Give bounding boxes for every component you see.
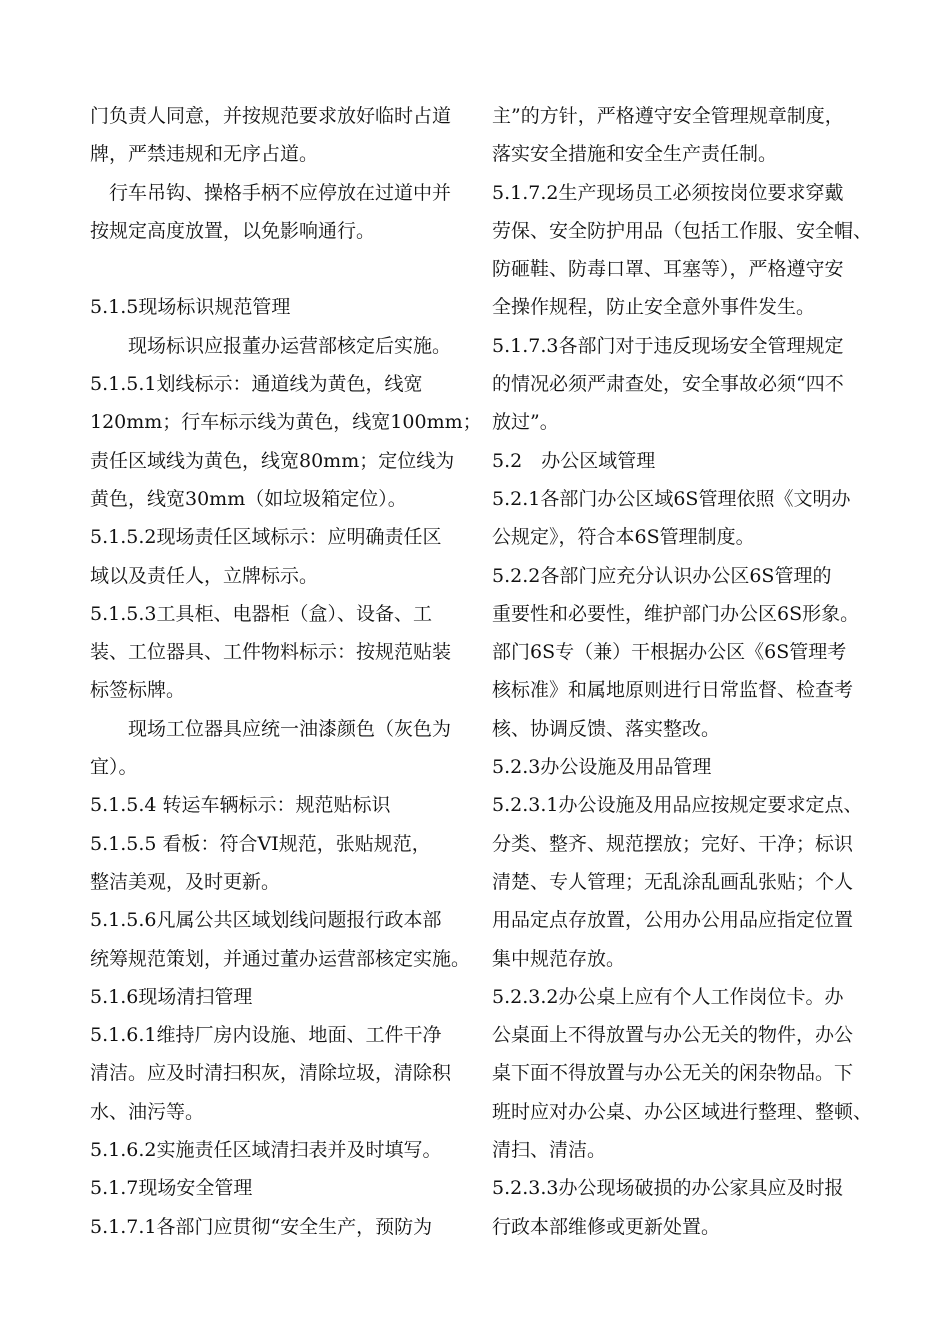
text-line: 装、工位器具、工件物料标示：按规范贴装 [90,641,452,664]
text-line: 5.1.6.1维持厂房内设施、地面、工件干净 [90,1024,442,1047]
text-line: 重要性和必要性，维护部门办公区6S形象。 [492,602,860,625]
section-heading: 5.1.5现场标识规范管理 [90,296,291,319]
right-column [492,97,877,1246]
section-heading: 5.1.7现场安全管理 [90,1177,253,1200]
blank-line [90,250,468,288]
text-line: 5.1.5.4 转运车辆标示：规范贴标识 [90,794,391,817]
text-line: 集中规范存放。 [492,947,626,970]
text-line: 行政本部维修或更新处置。 [492,1215,721,1238]
text-line: 5.2.3.1办公设施及用品应按规定要求定点、 [492,794,863,817]
text-line: 部门6S专（兼）干根据办公区《6S管理考 [492,641,847,664]
text-line: 桌下面不得放置与办公无关的闲杂物品。下 [492,1062,854,1085]
text-line: 清洁。应及时清扫积灰，清除垃圾，清除积 [90,1062,452,1085]
text-line: 清楚、专人管理；无乱涂乱画乱张贴；个人 [492,870,854,893]
text-line: 5.1.5.5 看板：符合VI规范，张贴规范， [90,832,431,855]
text-line: 的情况必须严肃查处，安全事故必须“四不 [492,373,844,396]
section-heading: 5.1.6现场清扫管理 [90,985,253,1008]
text-line: 牌，严禁违规和无序占道。 [90,143,319,166]
text-line: 全操作规程，防止安全意外事件发生。 [492,296,816,319]
text-line: 行车吊钩、操格手柄不应停放在过道中并 [90,181,452,204]
text-line: 5.2.3.2办公桌上应有个人工作岗位卡。办 [492,985,844,1008]
text-line: 用品定点存放置，公用办公用品应指定位置 [492,909,854,932]
left-column [90,97,482,1246]
text-line: 120mm；行车标示线为黄色，线宽100mm； [90,411,482,434]
text-line: 5.2.1各部门办公区域6S管理依照《文明办 [492,487,851,510]
text-line: 5.1.5.1划线标示：通道线为黄色，线宽 [90,373,423,396]
text-line: 防砸鞋、防毒口罩、耳塞等），严格遵守安 [492,258,844,281]
text-line: 标签标牌。 [90,679,186,702]
text-line: 5.1.5.2现场责任区域标示：应明确责任区 [90,526,442,549]
text-line: 宜）。 [90,756,138,779]
text-line: 核标准》和属地原则进行日常监督、检查考 [492,679,854,702]
text-line: 按规定高度放置，以免影响通行。 [90,219,376,242]
text-line: 5.1.7.2生产现场员工必须按岗位要求穿戴 [492,181,844,204]
text-line: 落实安全措施和安全生产责任制。 [492,143,778,166]
text-line: 域以及责任人，立牌标示。 [90,564,319,587]
text-line: 5.1.6.2实施责任区域清扫表并及时填写。 [90,1139,442,1162]
text-line: 5.1.7.1各部门应贯彻“安全生产，预防为 [90,1215,433,1238]
section-heading: 5.2.3办公设施及用品管理 [492,756,712,779]
section-heading: 5.2 办公区域管理 [492,449,656,472]
text-line: 公规定》，符合本6S管理制度。 [492,526,755,549]
text-line: 水、油污等。 [90,1100,205,1123]
text-line: 整洁美观，及时更新。 [90,870,281,893]
text-line: 5.1.7.3各部门对于违反现场安全管理规定 [492,334,844,357]
text-line: 门负责人同意，并按规范要求放好临时占道 [90,105,452,127]
text-line: 统筹规范策划，并通过董办运营部核定实施。 [90,947,471,970]
text-line: 5.2.2各部门应充分认识办公区6S管理的 [492,564,832,587]
text-line: 核、协调反馈、落实整改。 [492,717,721,740]
text-line: 现场标识应报董办运营部核定后实施。 [90,334,452,357]
text-line: 5.1.5.6凡属公共区域划线问题报行政本部 [90,909,442,932]
text-line: 现场工位器具应统一油漆颜色（灰色为 [90,717,452,740]
text-line: 主”的方针，严格遵守安全管理规章制度， [492,105,844,127]
text-line: 黄色，线宽30mm（如垃圾箱定位）。 [90,487,407,510]
text-line: 劳保、安全防护用品（包括工作服、安全帽、 [492,219,873,242]
text-line: 分类、整齐、规范摆放；完好、干净；标识 [492,832,854,855]
text-line: 班时应对办公桌、办公区域进行整理、整顿、 [492,1100,873,1123]
text-line: 公桌面上不得放置与办公无关的物件，办公 [492,1024,854,1047]
text-line: 清扫、清洁。 [492,1139,607,1162]
text-line: 5.2.3.3办公现场破损的办公家具应及时报 [492,1177,844,1200]
text-line: 放过”。 [492,411,559,434]
text-line: 责任区域线为黄色，线宽80mm；定位线为 [90,449,455,472]
text-line: 5.1.5.3工具柜、电器柜（盒）、设备、工 [90,602,432,625]
